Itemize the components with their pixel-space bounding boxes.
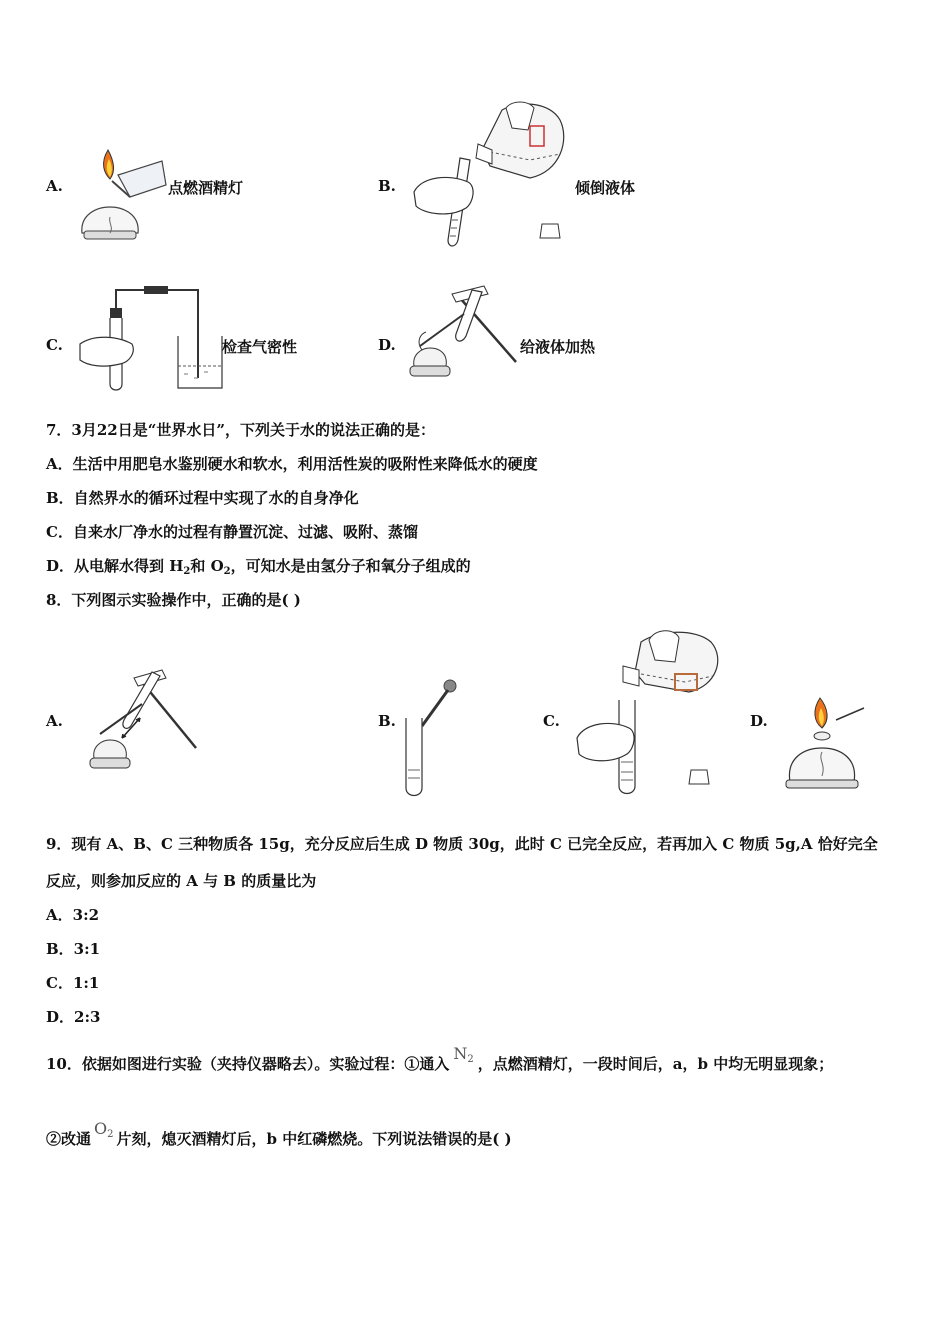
q7-option-a: A．生活中用肥皂水鉴别硬水和软水，利用活性炭的吸附性来降低水的硬度 bbox=[46, 455, 538, 473]
q8-option-a-image bbox=[82, 668, 202, 783]
q10-n2-formula: $N_2$ bbox=[453, 1044, 474, 1065]
q8-option-d-letter: D. bbox=[750, 712, 768, 730]
q6-option-d-image bbox=[400, 284, 525, 392]
q7-option-b: B．自然界水的循环过程中实现了水的自身净化 bbox=[46, 489, 359, 507]
q8-option-c-letter: C. bbox=[543, 712, 560, 730]
q6-option-a-image bbox=[70, 145, 170, 245]
q9-option-a: A．3:2 bbox=[46, 906, 100, 924]
q8-stem: 8．下列图示实验操作中，正确的是( ) bbox=[46, 591, 301, 609]
q6-option-b-letter: B. bbox=[378, 177, 396, 195]
q8-option-b-letter: B. bbox=[378, 712, 396, 730]
q6-option-c-label: 检查气密性 bbox=[222, 338, 298, 356]
q6-option-a-letter: A. bbox=[46, 177, 63, 195]
q8-option-b-image bbox=[400, 678, 460, 800]
q7-option-c: C．自来水厂净水的过程有静置沉淀、过滤、吸附、蒸馏 bbox=[46, 523, 418, 541]
q6-option-a-label: 点燃酒精灯 bbox=[168, 179, 244, 197]
q6-option-b-label: 倾倒液体 bbox=[575, 179, 636, 197]
q8-option-a-letter: A. bbox=[46, 712, 63, 730]
q7-stem: 7．3月22日是“世界水日”，下列关于水的说法正确的是： bbox=[46, 421, 436, 439]
q6-option-c-letter: C. bbox=[46, 336, 63, 354]
q10-line1: 10．依据如图进行实验（夹持仪器略去）。实验过程：①通入$N_2$ ，点燃酒精灯，一段时间后，a，b 中均无明显现象； bbox=[46, 1044, 834, 1073]
q9-stem-line1: 9．现有 A、B、C 三种物质各 15g，充分反应后生成 D 物质 30g，此时 C 已完全反应，若再加入 C 物质 5g,A 恰好完全 bbox=[46, 835, 878, 853]
q6-option-d-letter: D. bbox=[378, 336, 396, 354]
q8-option-c-image bbox=[575, 622, 725, 797]
q6-option-c-image bbox=[78, 282, 228, 394]
q9-option-c: C．1:1 bbox=[46, 974, 100, 992]
q9-option-b: B．3:1 bbox=[46, 940, 101, 958]
q6-option-b-image bbox=[410, 100, 590, 250]
q10-o2-formula: $O_2$ bbox=[94, 1119, 114, 1140]
q6-option-d-label: 给液体加热 bbox=[520, 338, 596, 356]
q9-stem-line2: 反应，则参加反应的 A 与 B 的质量比为 bbox=[46, 872, 317, 890]
q8-option-d-image bbox=[782, 690, 872, 790]
q10-line2: ②改通$O_2$ 片刻，熄灭酒精灯后，b 中红磷燃烧。下列说法错误的是( ) bbox=[46, 1119, 512, 1148]
q7-option-d: D．从电解水得到 $H_2$和 $O_2$，可知水是由氢分子和氧分子组成的 bbox=[46, 557, 471, 577]
q9-option-d: D．2:3 bbox=[46, 1008, 101, 1026]
